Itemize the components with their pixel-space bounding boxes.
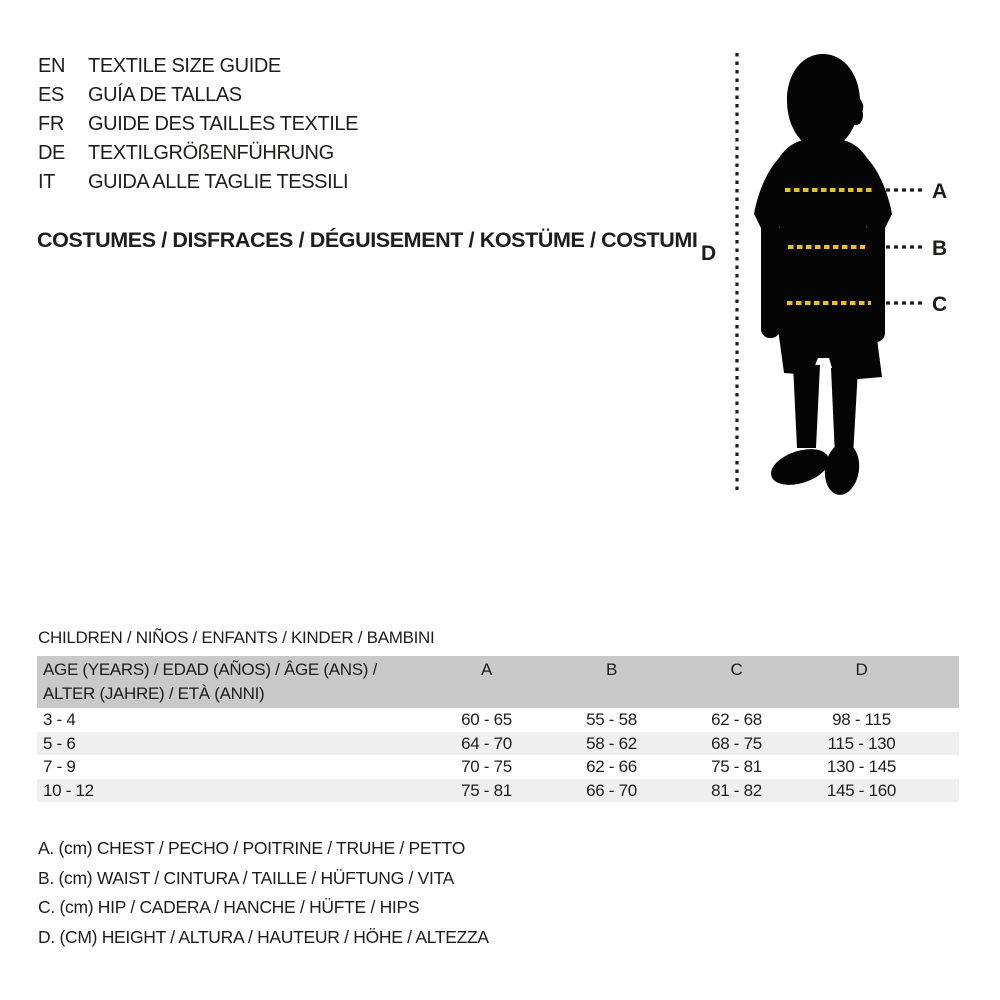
language-row-it [38, 168, 358, 197]
waist-cell: 55 - 58 [586, 710, 637, 729]
waist-cell: 62 - 66 [586, 757, 637, 776]
age-cell: 3 - 4 [43, 710, 76, 729]
table-header-row [37, 656, 959, 708]
language-code: EN [38, 55, 65, 77]
label-a: A [932, 180, 948, 203]
legend-waist: B. (cm) WAIST / CINTURA / TAILLE / HÜFTUNG / VITA [38, 867, 455, 888]
language-row-es [38, 81, 358, 110]
size-table [37, 656, 959, 802]
height-cell: 115 - 130 [827, 733, 896, 753]
chest-cell: 75 - 81 [461, 780, 512, 800]
language-code: ES [38, 84, 64, 106]
language-code: FR [38, 113, 64, 135]
hip-cell: 75 - 81 [711, 757, 762, 776]
measurement-legend [38, 834, 489, 952]
measurement-figure [690, 30, 1000, 510]
legend-height: D. (CM) HEIGHT / ALTURA / HAUTEUR / HÖHE / ALTEZZA [38, 926, 489, 947]
language-title: GUIDE DES TAILLES TEXTILE [88, 113, 359, 135]
category-title: COSTUMES / DISFRACES / DÉGUISEMENT / KOSTÜME / COSTUMI [37, 228, 698, 252]
legend-chest: A. (cm) CHEST / PECHO / POITRINE / TRUHE / PETTO [38, 838, 466, 858]
hip-cell: 68 - 75 [711, 733, 762, 753]
waist-cell: 58 - 62 [586, 733, 637, 753]
table-row [37, 755, 959, 779]
age-cell: 10 - 12 [43, 780, 94, 800]
child-silhouette-diagram [690, 30, 1000, 510]
chest-cell: 60 - 65 [461, 710, 512, 729]
language-title: TEXTILGRÖßENFÜHRUNG [88, 142, 334, 164]
label-c: C [932, 293, 948, 316]
column-header-c: C [730, 660, 743, 679]
chest-cell: 70 - 75 [461, 757, 512, 776]
waist-cell: 66 - 70 [586, 780, 637, 800]
height-cell: 130 - 145 [826, 757, 897, 776]
language-code: DE [38, 142, 65, 164]
table-row [37, 779, 959, 803]
table-row [37, 732, 959, 756]
label-d: D [701, 242, 717, 265]
child-silhouette [754, 54, 892, 497]
section-title-children: CHILDREN / NIÑOS / ENFANTS / KINDER / BAMBINI [38, 628, 435, 647]
hip-cell: 62 - 68 [711, 710, 762, 729]
language-row-en [38, 52, 358, 81]
language-list [38, 52, 358, 197]
age-cell: 5 - 6 [43, 733, 76, 753]
hip-cell: 81 - 82 [711, 780, 762, 800]
language-code: IT [38, 171, 55, 193]
height-cell: 145 - 160 [826, 780, 897, 800]
language-title: GUIDA ALLE TAGLIE TESSILI [88, 171, 349, 193]
label-b: B [932, 237, 948, 260]
language-row-fr [38, 110, 358, 139]
age-cell: 7 - 9 [43, 757, 76, 776]
column-header-d: D [855, 660, 868, 679]
table-row [37, 708, 959, 732]
age-column-header: AGE (YEARS) / EDAD (AÑOS) / ÂGE (ANS) / ALTER (JAHRE) / ETÀ (ANNI) [43, 660, 378, 703]
chest-cell: 64 - 70 [461, 733, 512, 753]
language-title: GUÍA DE TALLAS [88, 84, 242, 106]
legend-hip: C. (cm) HIP / CADERA / HANCHE / HÜFTE / HIPS [38, 897, 420, 917]
language-title: TEXTILE SIZE GUIDE [88, 55, 281, 77]
column-header-a: A [480, 660, 493, 679]
column-header-b: B [605, 660, 618, 679]
height-cell: 98 - 115 [832, 710, 891, 729]
language-row-de [38, 139, 358, 168]
